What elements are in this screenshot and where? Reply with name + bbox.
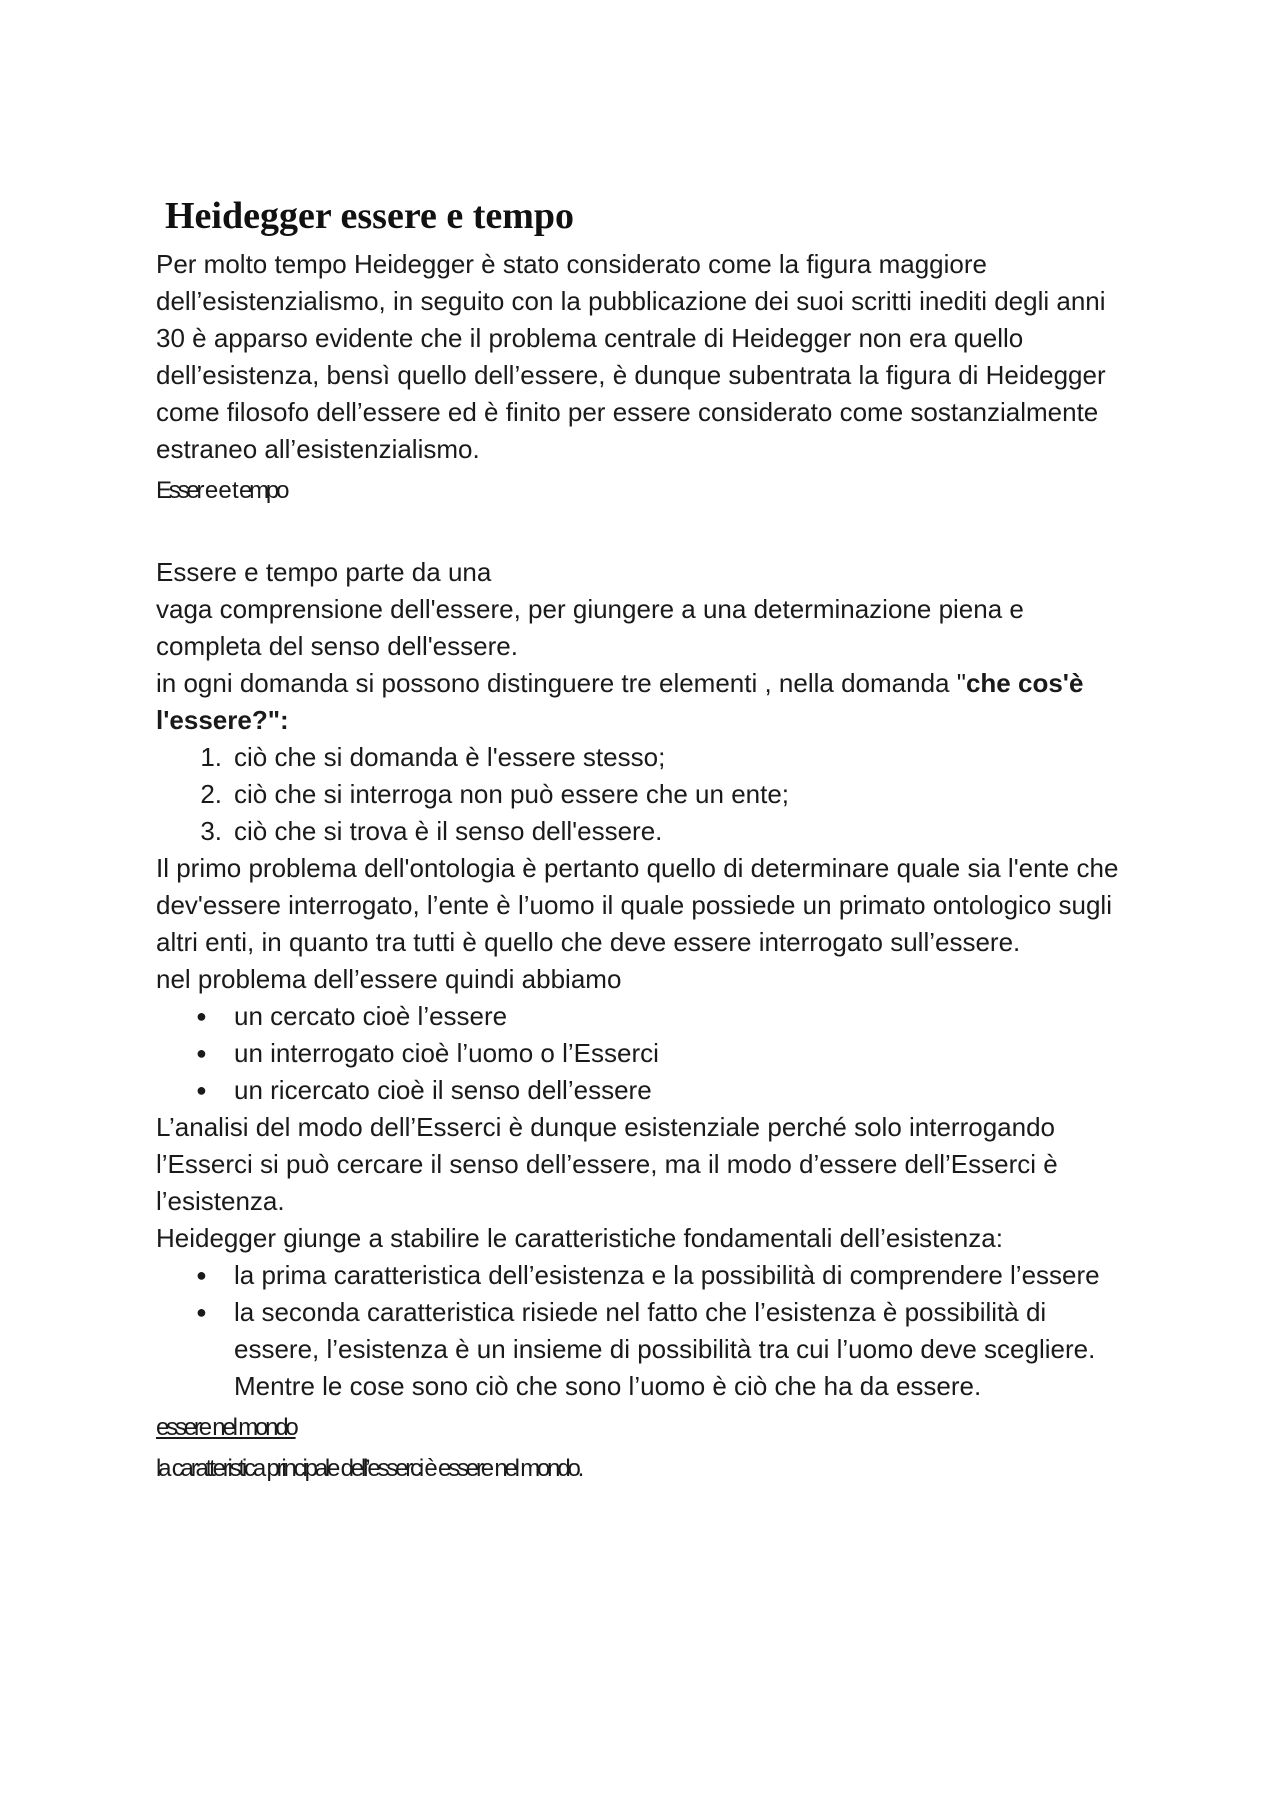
paragraph-tre-elementi (156, 665, 1136, 739)
list-item (156, 1294, 1136, 1405)
list-item-text: ciò che si trova è il senso dell'essere. (234, 816, 663, 846)
list-item-text: un interrogato cioè l’uomo o l’Esserci (234, 1038, 659, 1068)
list-item-text: ciò che si interroga non può essere che un ente; (234, 779, 790, 809)
paragraph-caratteristiche: Heidegger giunge a stabilire le caratteristiche fondamentali dell’esistenza: (156, 1223, 1003, 1253)
bullet-icon: ● (196, 1043, 207, 1063)
paragraph-vaga-comprensione: vaga comprensione dell'essere, per giungere a una determinazione piena e completa del senso dell'essere. (156, 594, 1024, 661)
list-item-text: la prima caratteristica dell’esistenza e la possibilità di comprendere l’essere (234, 1260, 1100, 1290)
closing-sentence: la caratteristica principale dell’esserci è essere nel mondo. (156, 1455, 582, 1482)
tre-elementi-text: in ogni domanda si possono distinguere tre elementi , nella domanda " (156, 668, 966, 698)
numbered-list (156, 739, 1136, 850)
list-item (156, 776, 1136, 813)
bullet-icon: ● (196, 1080, 207, 1100)
list-item (156, 998, 1136, 1035)
list-item-text: ciò che si domanda è l'essere stesso; (234, 742, 666, 772)
list-item (156, 1072, 1136, 1109)
list-item-text: un cercato cioè l’essere (234, 1001, 508, 1031)
list-number: 1. (200, 742, 222, 772)
subheading-essere-e-tempo: Esser e e t empo (156, 477, 287, 504)
che-cos-e-l-essere-question: che cos'è l'essere?": (156, 668, 1084, 735)
bullet-list-caratteristiche (156, 1257, 1136, 1405)
paragraph-primo-problema: Il primo problema dell'ontologia è pertanto quello di determinare quale sia l'ente che dev'essere interrogato, l’ente è l’uomo il quale possiede un primato ontologico sugli altri enti, in quanto tra tutti è quello che deve essere interrogato sull’essere. (156, 853, 1119, 957)
document-body (156, 192, 1136, 1487)
list-item (156, 1035, 1136, 1072)
bullet-icon: ● (196, 1265, 207, 1285)
bullet-list-cercato (156, 998, 1136, 1109)
blank-line (156, 517, 1136, 554)
paragraph-analisi-esserci: L’analisi del modo dell’Esserci è dunque esistenziale perché solo interrogando l’Esserci si può cercare il senso dell’essere, ma il modo d’essere dell’Esserci è l’esistenza. (156, 1112, 1058, 1216)
document-title: Heidegger essere e tempo (165, 195, 575, 237)
list-number: 2. (200, 779, 222, 809)
subheading-essere-nel-mondo: essere nel mondo (156, 1414, 296, 1441)
list-item (156, 739, 1136, 776)
bullet-icon: ● (196, 1006, 207, 1026)
intro-paragraph: Per molto tempo Heidegger è stato considerato come la figura maggiore dell’esistenzialismo, in seguito con la pubblicazione dei suoi scritti inediti degli anni 30 è apparso evidente che il problema centrale di Heidegger non era quello dell’esistenza, bensì quello dell’essere, è dunque subentrata la figura di Heidegger come filosofo dell’essere ed è finito per essere considerato come sostanzialmente estraneo all’esistenzialismo. (156, 249, 1106, 464)
list-item (156, 813, 1136, 850)
bullet-icon: ● (196, 1302, 207, 1322)
list-number: 3. (200, 816, 222, 846)
paragraph-problema-essere: nel problema dell’essere quindi abbiamo (156, 964, 622, 994)
list-item (156, 1257, 1136, 1294)
list-item-text: un ricercato cioè il senso dell’essere (234, 1075, 652, 1105)
paragraph-parte-da-una: Essere e tempo parte da una (156, 557, 492, 587)
list-item-text: la seconda caratteristica risiede nel fatto che l’esistenza è possibilità di essere, l’esistenza è un insieme di possibilità tra cui l’uomo deve scegliere. Mentre le cose sono ciò che sono l’uomo è ciò che ha da essere. (234, 1297, 1096, 1401)
